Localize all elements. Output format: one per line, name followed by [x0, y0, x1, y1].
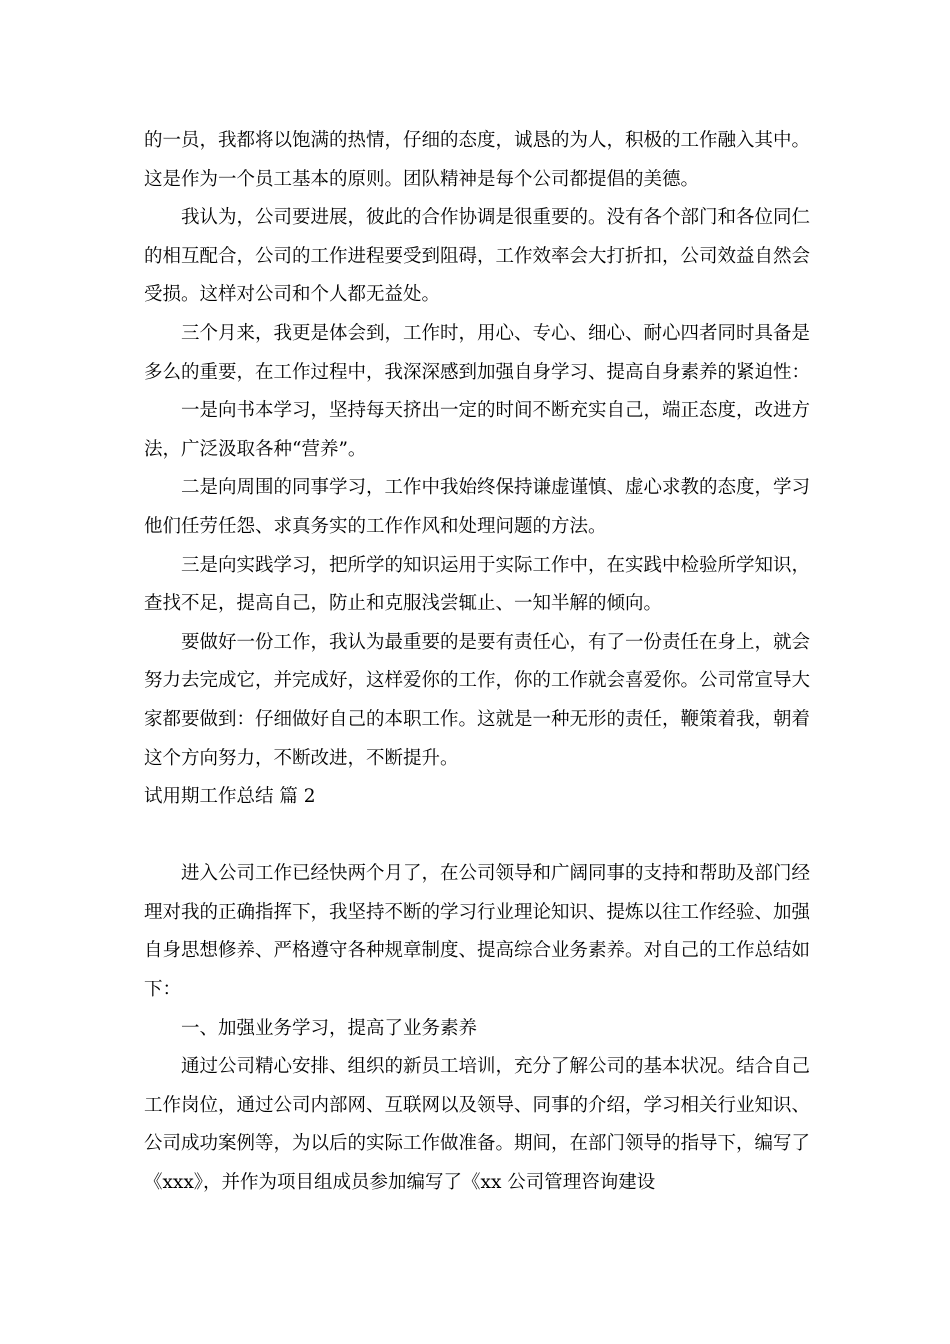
paragraph: 三个月来，我更是体会到，工作时，用心、专心、细心、耐心四者同时具备是多么的重要，在工作过程中，我深深感到加强自身学习、提高自身素养的紧迫性： — [144, 322, 811, 383]
paragraph: 通过公司精心安排、组织的新员工培训，充分了解公司的基本状况。结合自己工作岗位，通过公司内部网、互联网以及领导、同事的介绍，学习相关行业知识、公司成功案例等，为以后的实际工作做准备。期间，在部门领导的指导下，编写了《xxx》，并作为项目组成员参加编写了《xx 公司管理咨询建设 — [144, 1056, 811, 1194]
paragraph: 进入公司工作已经快两个月了，在公司领导和广阔同事的支持和帮助及部门经理对我的正确指挥下，我坚持不断的学习行业理论知识、提炼以往工作经验、加强自身思想修养、严格遵守各种规章制度、提高综合业务素养。对自己的工作总结如下： — [144, 863, 811, 1001]
document-body — [144, 122, 810, 1203]
paragraph: 我认为，公司要进展，彼此的合作协调是很重要的。没有各个部门和各位同仁的相互配合，公司的工作进程要受到阻碍，工作效率会大打折扣，公司效益自然会受损。这样对公司和个人都无益处。 — [144, 207, 811, 306]
paragraph: 三是向实践学习，把所学的知识运用于实际工作中，在实践中检验所学知识，查找不足，提高自己，防止和克服浅尝辄止、一知半解的倾向。 — [144, 554, 811, 615]
paragraph: 的一员，我都将以饱满的热情，仔细的态度，诚恳的为人，积极的工作融入其中。这是作为一个员工基本的原则。团队精神是每个公司都提倡的美德。 — [144, 130, 811, 190]
subheading: 一、加强业务学习，提高了业务素养 — [181, 1017, 478, 1039]
paragraph: 二是向周围的同事学习，工作中我始终保持谦虚谨慎、虚心求教的态度，学习他们任劳任怨、求真务实的工作作风和处理问题的方法。 — [144, 477, 811, 537]
section-title: 试用期工作总结 篇 2 — [144, 786, 316, 808]
paragraph: 要做好一份工作，我认为最重要的是要有责任心，有了一份责任在身上，就会努力去完成它，并完成好，这样爱你的工作，你的工作就会喜爱你。公司常宣导大家都要做到：仔细做好自己的本职工作。这就是一种无形的责任，鞭策着我，朝着这个方向努力，不断改进，不断提升。 — [144, 631, 811, 769]
paragraph: 一是向书本学习，坚持每天挤出一定的时间不断充实自己，端正态度，改进方法，广泛汲取各种“营养”。 — [144, 400, 811, 460]
blank-line — [144, 817, 810, 856]
